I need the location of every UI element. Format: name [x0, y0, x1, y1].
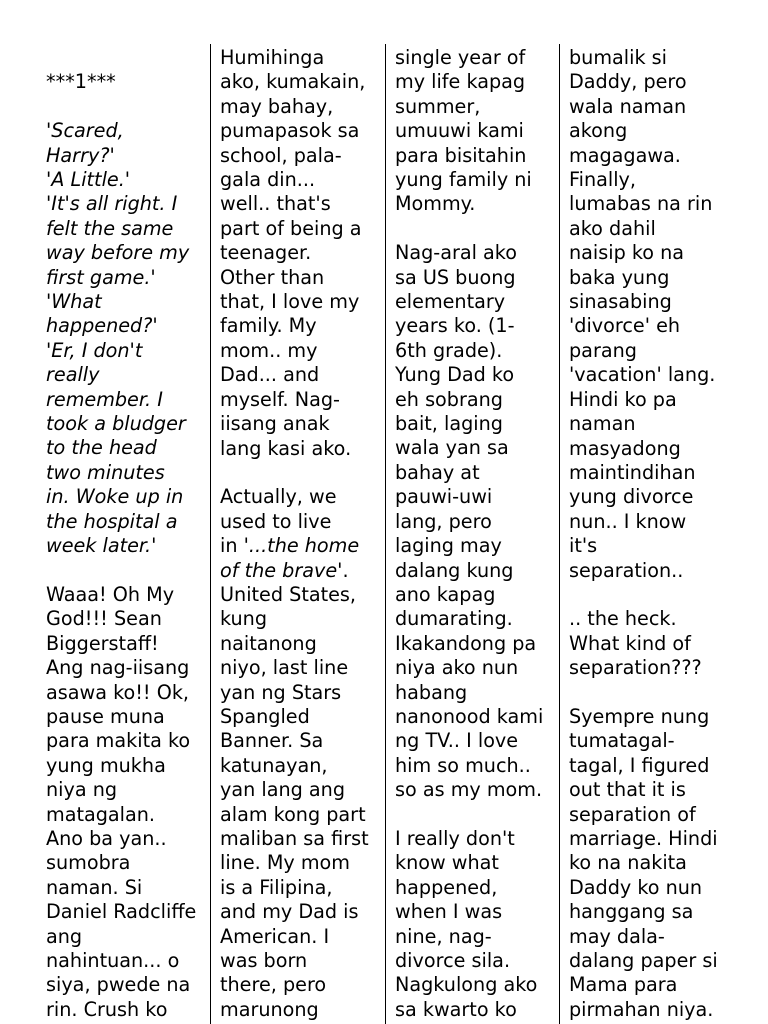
text-line: tumatagal- [569, 729, 675, 753]
text-line: Harry?' [46, 143, 115, 167]
text-line: yan lang ang [220, 778, 345, 802]
text-line: iisang anak [220, 412, 330, 436]
text-line: ang [46, 924, 83, 948]
text-line: Nag-aral ako [395, 241, 517, 265]
text-line: bahay at [395, 460, 480, 484]
text-column-2 [220, 46, 380, 1024]
text-line: akong [569, 119, 628, 143]
text-line: marunong [220, 997, 319, 1021]
text-line: separation.. [569, 558, 684, 582]
text-line: siya, pwede na [46, 973, 191, 997]
text-line: 'Scared, [46, 119, 124, 143]
text-line: lang, pero [395, 509, 492, 533]
text-line: maintindihan [569, 460, 696, 484]
text-line: nine, nag- [395, 924, 492, 948]
text-line: Biggerstaff! [46, 631, 159, 655]
text-line: gala din... [220, 168, 316, 192]
text-line: well.. that's [220, 192, 331, 216]
paragraph [569, 705, 744, 1022]
text-line: may bahay, [220, 94, 334, 118]
text-line: part of being a [220, 216, 362, 240]
text-line: Yung Dad ko [395, 363, 515, 387]
text-line: years ko. (1- [395, 314, 515, 338]
text-line: that, I love my [220, 290, 360, 314]
text-line: hanggang sa [569, 900, 694, 924]
text-line: ***1*** [46, 70, 116, 94]
text-line: teenager. [220, 241, 312, 265]
text-line: there, pero [220, 973, 327, 997]
text-line: nun.. I know [569, 509, 687, 533]
text-line: ako, kumakain, [220, 70, 366, 94]
text-line: pirmahan niya. [569, 997, 714, 1021]
text-line: Ang nag-iisang [46, 656, 190, 680]
text-line: Finally, [569, 168, 637, 192]
text-line: happened, [395, 875, 498, 899]
text-line: used to live [220, 509, 332, 533]
text-line: 'divorce' eh [569, 314, 681, 338]
text-line: when I was [395, 900, 503, 924]
text-line: 'A Little.' [46, 168, 131, 191]
text-line: happened?' [46, 314, 158, 338]
paragraph-lines [220, 583, 380, 1022]
text-line: way before my [46, 241, 190, 265]
text-line: ano kapag [395, 582, 496, 606]
text-line: dumarating. [395, 607, 513, 631]
text-line: pumapasok sa [220, 119, 360, 143]
paragraph [395, 241, 555, 802]
text-line: yung mukha [46, 753, 166, 777]
column-divider [210, 44, 211, 1024]
text-line: para makita ko [46, 729, 191, 753]
text-line: naman. Si [46, 875, 143, 899]
text-line: lang kasi ako. [220, 436, 352, 460]
text-line: Actually, we [220, 485, 337, 509]
text-line: katunayan, [220, 753, 328, 777]
text-line: wala naman [569, 94, 687, 118]
text-line: separation of [569, 802, 696, 826]
text-line: sinasabing [569, 290, 672, 314]
column-divider [559, 44, 560, 1024]
paragraph [569, 607, 744, 680]
paragraph [46, 583, 206, 1022]
text-line: Hindi ko pa [569, 387, 677, 411]
text-column-1 [46, 46, 206, 1024]
text-line: him so much.. [395, 753, 531, 777]
text-line: nahintuan... o [46, 948, 180, 972]
text-line: naitanong [220, 631, 317, 655]
text-line: Waaa! Oh My [46, 582, 175, 606]
text-line: Syempre nung [569, 704, 710, 728]
text-line: alam kong part [220, 802, 366, 826]
text-line: the hospital a [46, 509, 178, 533]
text-line: niya ako nun [395, 656, 519, 680]
text-line: .. the heck. [569, 607, 677, 631]
text-line: naman [569, 412, 636, 436]
text-line: para bisitahin [395, 143, 527, 167]
text-line: may dala- [569, 924, 665, 948]
paragraph-lines [220, 485, 380, 534]
paragraph [569, 46, 744, 583]
chapter-heading [46, 70, 206, 94]
text-line: single year of [395, 46, 526, 69]
text-line: rin. Crush ko [46, 997, 168, 1021]
text-line: 'It's all right. I [46, 192, 178, 216]
text-line: nanonood kami [395, 704, 544, 728]
text-line: pause muna [46, 704, 165, 728]
text-line: umuuwi kami [395, 119, 524, 143]
paragraph [220, 46, 380, 461]
text-line: laging may [395, 534, 502, 558]
text-line: bumalik si [569, 46, 667, 69]
italic-quote: of the brave' [220, 558, 343, 582]
text-line: naisip ko na [569, 241, 685, 265]
text-line: ko na nakita [569, 851, 687, 875]
text-line: dalang kung [395, 558, 514, 582]
text-line: baka yung [569, 265, 670, 289]
text-line: What kind of [569, 631, 691, 655]
text-line: habang [395, 680, 468, 704]
text-line: 6th grade). [395, 338, 503, 362]
text-line: so as my mom. [395, 778, 543, 802]
text-line: American. I [220, 924, 330, 948]
text-line: summer, [395, 94, 481, 118]
text-line: Mama para [569, 973, 678, 997]
text-line: niya ng [46, 778, 118, 802]
column-divider [385, 44, 386, 1024]
text-line: niyo, last line [220, 656, 349, 680]
text-line: is a Filipina, [220, 875, 333, 899]
text-column-3 [395, 46, 555, 1024]
text-line: elementary [395, 290, 506, 314]
text-line: and my Dad is [220, 900, 359, 924]
text-line: Ikakandong pa [395, 631, 537, 655]
paragraph [395, 827, 555, 1022]
text-line: Daddy ko nun [569, 875, 703, 899]
text-line: dalang paper si [569, 949, 718, 972]
text-line: Banner. Sa [220, 729, 324, 753]
text-span: in [220, 534, 244, 558]
paragraph-line [220, 534, 380, 558]
text-line: in. Woke up in [46, 485, 184, 509]
text-line: Spangled [220, 704, 310, 728]
text-line: line. My mom [220, 851, 350, 875]
text-line: asawa ko!! Ok, [46, 680, 190, 704]
text-column-4 [569, 46, 744, 1024]
text-line: Mommy. [395, 192, 476, 216]
paragraph-line [220, 559, 380, 583]
paragraph [395, 46, 555, 217]
text-line: pauwi-uwi [395, 485, 493, 509]
text-line: Ano ba yan.. [46, 826, 167, 850]
text-line: remember. I [46, 387, 163, 411]
text-line: ng TV.. I love [395, 729, 519, 753]
text-line: United States, [220, 582, 357, 606]
text-line: first game.' [46, 265, 156, 289]
text-line: ako dahil [569, 216, 656, 240]
text-line: marriage. Hindi [569, 826, 718, 850]
text-line: out that it is [569, 778, 686, 802]
text-line: maliban sa first [220, 826, 369, 850]
text-line: God!!! Sean [46, 607, 162, 631]
text-line: Humihinga [220, 46, 325, 69]
text-line: lumabas na rin [569, 192, 713, 216]
text-line: to the head [46, 436, 157, 460]
text-line: masyadong [569, 436, 681, 460]
text-line: 'Er, I don't [46, 338, 143, 362]
text-line: sa kwarto ko [395, 997, 517, 1021]
text-line: know what [395, 851, 499, 875]
text-line: Nagkulong ako [395, 973, 538, 997]
text-line: yan ng Stars [220, 680, 342, 704]
text-line: bait, laging [395, 412, 503, 436]
text-line: week later.' [46, 534, 157, 558]
text-line: 'What [46, 290, 102, 314]
text-line: sumobra [46, 851, 131, 875]
text-line: felt the same [46, 216, 174, 240]
text-line: was born [220, 949, 308, 973]
text-line: took a bludger [46, 412, 186, 436]
text-line: matagalan. [46, 802, 156, 826]
text-line: yung family ni [395, 168, 532, 192]
text-line: school, pala- [220, 143, 342, 167]
text-line: wala yan sa [395, 436, 509, 460]
text-line: I really don't [395, 826, 515, 850]
text-line: sa US buong [395, 265, 516, 289]
text-span: . [342, 558, 349, 582]
text-line: yung divorce [569, 485, 694, 509]
text-line: divorce sila. [395, 949, 511, 972]
text-line: magagawa. [569, 143, 681, 167]
text-line: Daniel Radcliffe [46, 900, 197, 924]
text-line: Daddy, pero [569, 70, 687, 94]
text-line: Other than [220, 265, 325, 289]
text-line: mom.. my [220, 338, 318, 362]
italic-quote: '...the home [243, 534, 360, 558]
text-line: separation??? [569, 656, 702, 680]
text-line: my life kapag [395, 70, 526, 94]
quote-block [46, 119, 206, 558]
text-line: eh sobrang [395, 387, 503, 411]
text-line: tagal, I figured [569, 753, 710, 777]
text-line: two minutes [46, 460, 165, 484]
text-line: it's [569, 534, 598, 558]
text-line: parang [569, 338, 637, 362]
text-line: really [46, 363, 100, 387]
text-line: family. My [220, 314, 317, 338]
text-line: kung [220, 607, 268, 631]
text-line: Dad... and [220, 363, 320, 387]
text-line: myself. Nag- [220, 387, 340, 411]
paragraph [220, 485, 380, 1022]
text-line: 'vacation' lang. [569, 363, 716, 387]
